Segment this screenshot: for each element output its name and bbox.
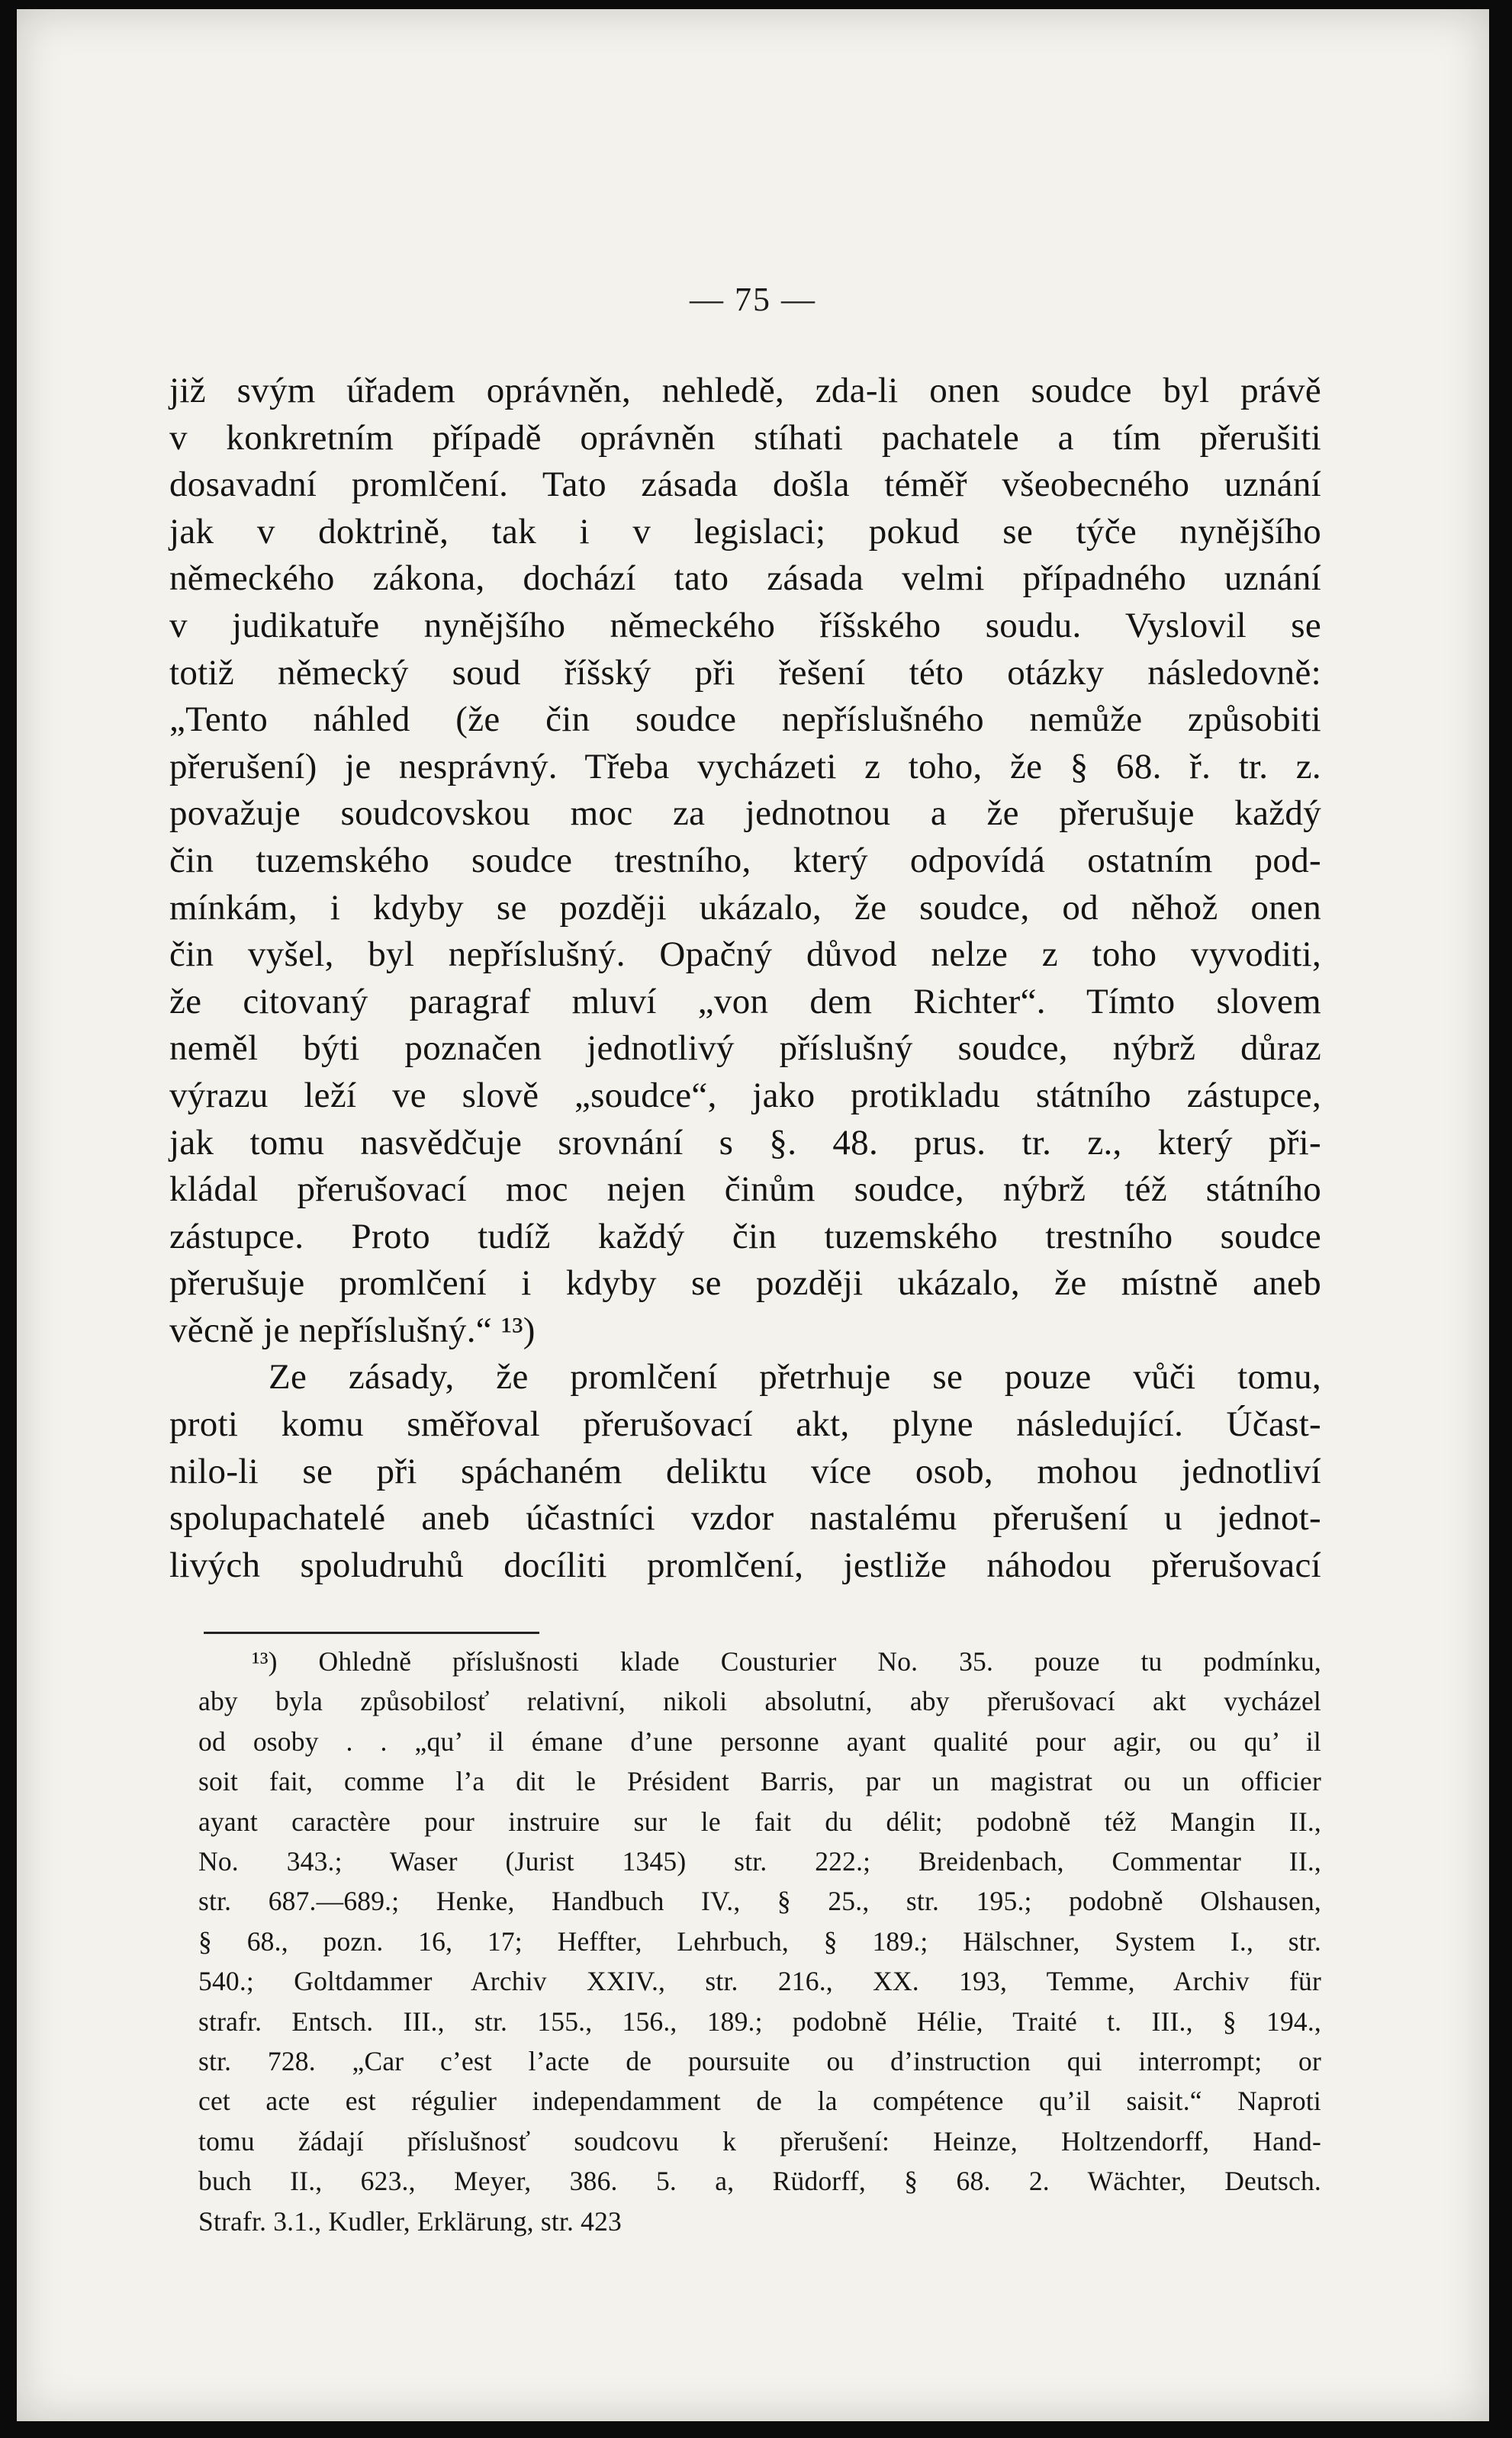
body-line: jak v doktrině, tak i v legislaci; pokud se týče nynějšího bbox=[169, 511, 1321, 552]
body-line: čin vyšel, byl nepříslušný. Opačný důvod nelze z toho vyvoditi, bbox=[169, 934, 1321, 975]
body-line: v konkretním případě oprávněn stíhati pachatele a tím přerušiti bbox=[169, 417, 1321, 458]
body-line: považuje soudcovskou moc za jednotnou a že přerušuje každý bbox=[169, 793, 1321, 834]
body-line: čin tuzemského soudce trestního, který odpovídá ostatním pod- bbox=[169, 840, 1321, 880]
footnote-line: od osoby . . „qu’ il émane d’une personne ayant qualité pour agir, ou qu’ il bbox=[198, 1726, 1321, 1757]
body-text bbox=[169, 368, 1321, 1589]
footnote-line: 540.; Goltdammer Archiv XXIV., str. 216., XX. 193, Temme, Archiv für bbox=[198, 1966, 1321, 1997]
footnote-line: ¹³) Ohledně příslušnosti klade Cousturier No. 35. pouze tu podmínku, bbox=[252, 1646, 1321, 1677]
footnote-line: str. 687.—689.; Henke, Handbuch IV., § 25., str. 195.; podobně Olshausen, bbox=[198, 1886, 1321, 1917]
footnote-line: cet acte est régulier independamment de la compétence qu’il saisit.“ Naproti bbox=[198, 2086, 1321, 2117]
footnote-line: aby byla způsobilosť relativní, nikoli absolutní, aby přerušovací akt vycházel bbox=[198, 1686, 1321, 1717]
footnote-line: Strafr. 3.1., Kudler, Erklärung, str. 423 bbox=[198, 2205, 622, 2237]
body-line: spolupachatelé aneb účastníci vzdor nastalému přerušení u jednot- bbox=[169, 1498, 1321, 1539]
body-line: zástupce. Proto tudíž každý čin tuzemského trestního soudce bbox=[169, 1216, 1321, 1256]
footnote-separator-rule bbox=[204, 1632, 539, 1634]
body-line: jak tomu nasvědčuje srovnání s §. 48. prus. tr. z., který při- bbox=[169, 1122, 1321, 1163]
body-line: livých spoludruhů docíliti promlčení, jestliže náhodou přerušovací bbox=[169, 1545, 1321, 1585]
body-line: nilo-li se při spáchaném deliktu více osob, mohou jednotliví bbox=[169, 1451, 1321, 1491]
body-line: dosavadní promlčení. Tato zásada došla téměř všeobecného uznání bbox=[169, 465, 1321, 505]
footnote-line: ayant caractère pour instruire sur le fait du délit; podobně též Mangin II., bbox=[198, 1806, 1321, 1837]
body-line: věcně je nepříslušný.“ ¹³) bbox=[169, 1310, 536, 1350]
book-page bbox=[17, 9, 1489, 2421]
footnote-line: soit fait, comme l’a dit le Président Barris, par un magistrat ou un officier bbox=[198, 1766, 1321, 1797]
footnote-line: strafr. Entsch. III., str. 155., 156., 189.; podobně Hélie, Traité t. III., § 194., bbox=[198, 2005, 1321, 2037]
footnote-line: § 68., pozn. 16, 17; Heffter, Lehrbuch, § 189.; Hälschner, System I., str. bbox=[198, 1925, 1321, 1957]
body-line: přerušení) je nesprávný. Třeba vycházeti z toho, že § 68. ř. tr. z. bbox=[169, 746, 1321, 786]
page-number: — 75 — bbox=[690, 281, 816, 318]
body-line: již svým úřadem oprávněn, nehledě, zda-li onen soudce byl právě bbox=[169, 371, 1321, 410]
footnote-line: str. 728. „Car c’est l’acte de poursuite ou d’instruction qui interrompt; or bbox=[198, 2046, 1321, 2077]
footnotes bbox=[198, 1642, 1321, 2241]
body-line: přerušuje promlčení i kdyby se později ukázalo, že místně aneb bbox=[169, 1263, 1321, 1304]
body-line: v judikatuře nynějšího německého říšského soudu. Vyslovil se bbox=[169, 605, 1321, 645]
body-line: „Tento náhled (že čin soudce nepříslušného nemůže způsobiti bbox=[169, 700, 1321, 740]
body-line: proti komu směřoval přerušovací akt, plyne následující. Účast- bbox=[169, 1404, 1321, 1445]
body-line: výrazu leží ve slově „soudce“, jako protikladu státního zástupce, bbox=[169, 1075, 1321, 1115]
footnote-line: No. 343.; Waser (Jurist 1345) str. 222.; Breidenbach, Commentar II., bbox=[198, 1846, 1321, 1877]
body-line: totiž německý soud říšský při řešení této otázky následovně: bbox=[169, 652, 1321, 693]
body-line: mínkám, i kdyby se později ukázalo, že soudce, od něhož onen bbox=[169, 887, 1321, 928]
footnote-line: buch II., 623., Meyer, 386. 5. a, Rüdorff, § 68. 2. Wächter, Deutsch. bbox=[198, 2166, 1321, 2197]
body-line: kládal přerušovací moc nejen činům soudce, nýbrž též státního bbox=[169, 1169, 1321, 1210]
body-line: německého zákona, dochází tato zásada velmi případného uznání bbox=[169, 558, 1321, 599]
body-line: že citovaný paragraf mluví „von dem Richter“. Tímto slovem bbox=[169, 981, 1321, 1021]
paragraph-start-line: Ze zásady, že promlčení přetrhuje se pouze vůči tomu, bbox=[269, 1357, 1321, 1398]
footnote-line: tomu žádají příslušnosť soudcovu k přerušení: Heinze, Holtzendorff, Hand- bbox=[198, 2125, 1321, 2157]
body-line: neměl býti poznačen jednotlivý příslušný soudce, nýbrž důraz bbox=[169, 1028, 1321, 1069]
